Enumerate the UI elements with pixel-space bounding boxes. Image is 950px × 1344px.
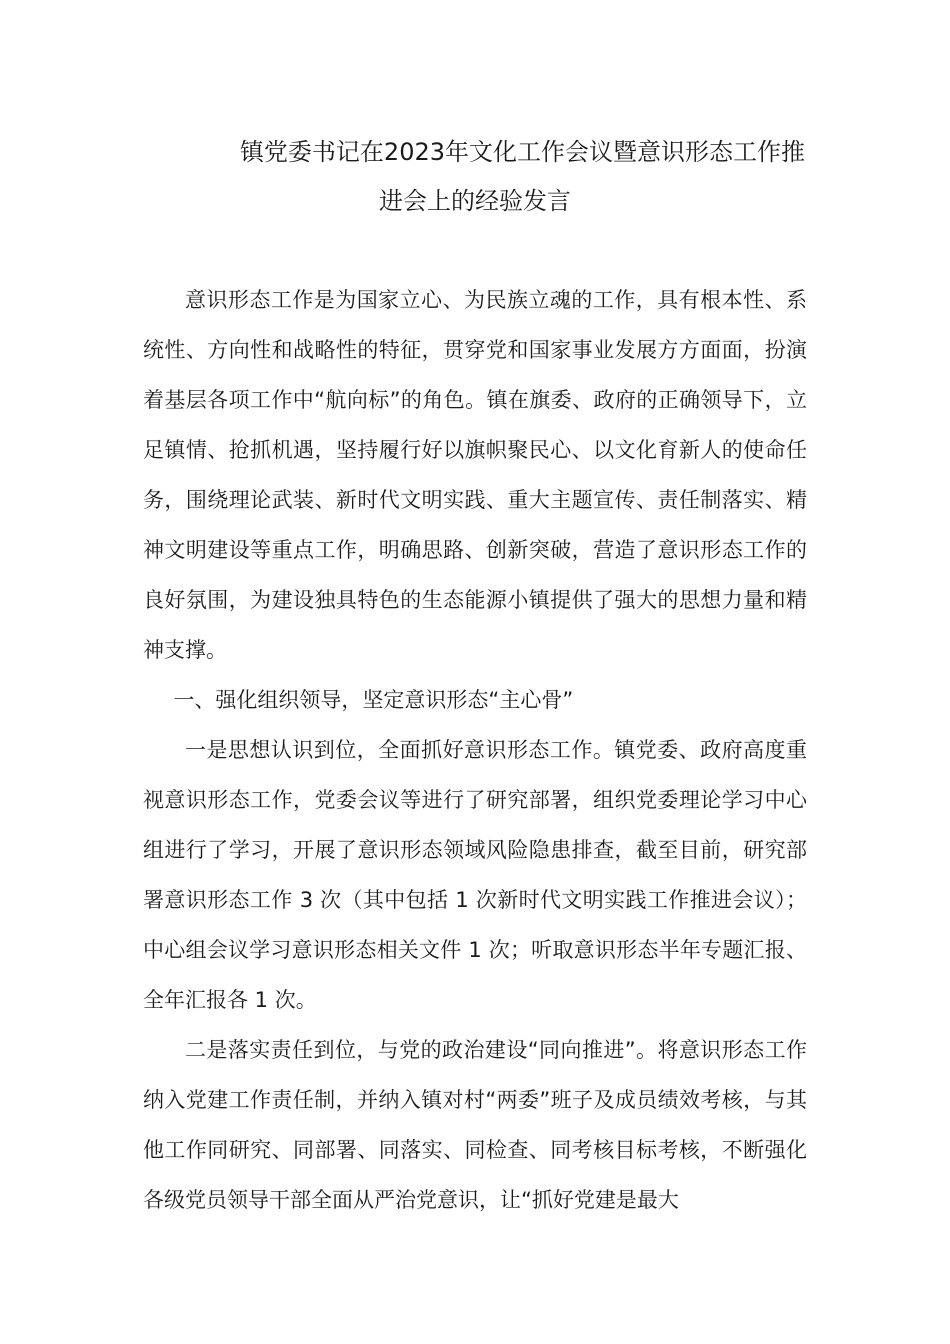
intro-paragraph: 意识形态工作是为国家立心、为民族立魂的工作，具有根本性、系统性、方向性和战略性的特征，贯穿党和国家事业发展方方面面，扮演着基层各项工作中“航向标”的角色。镇在旗委、政府的正确领导下，立足镇情、抢抓机遇，坚持履行好以旗帜聚民心、以文化育新人的使命任务，围绕理论武装、新时代文明实践、重大主题宣传、责任制落实、精神文明建设等重点工作，明确思路、创新突破，营造了意识形态工作的良好氛围，为建设独具特色的生态能源小镇提供了强大的思想力量和精神支撑。 [143,288,807,662]
title-line-2: 进会上的经验发言 [379,187,571,215]
document-body [143,275,807,1225]
paragraph-responsibility: 二是落实责任到位，与党的政治建设“同向推进”。将意识形态工作纳入党建工作责任制，并纳入镇对村“两委”班子及成员绩效考核，与其他工作同研究、同部署、同落实、同检查、同考核目标考核，不断强化各级党员领导干部全面从严治党意识，让“抓好党建是最大 [143,1038,807,1212]
paragraph-ideology-work: 一是思想认识到位，全面抓好意识形态工作。镇党委、政府高度重视意识形态工作，党委会议等进行了研究部署，组织党委理论学习中心组进行了学习，开展了意识形态领域风险隐患排查，截至目前，研究部署意识形态工作 3 次（其中包括 1 次新时代文明实践工作推进会议）；中心组会议学习意识形态相关文件 1 次；听取意识形态半年专题汇报、全年汇报各 1 次。 [143,738,807,1012]
section-heading: 一、强化组织领导，坚定意识形态“主心骨” [173,688,574,712]
title-line-1: 镇党委书记在2023年文化工作会议暨意识形态工作推 [239,138,805,166]
document-title [143,128,807,226]
